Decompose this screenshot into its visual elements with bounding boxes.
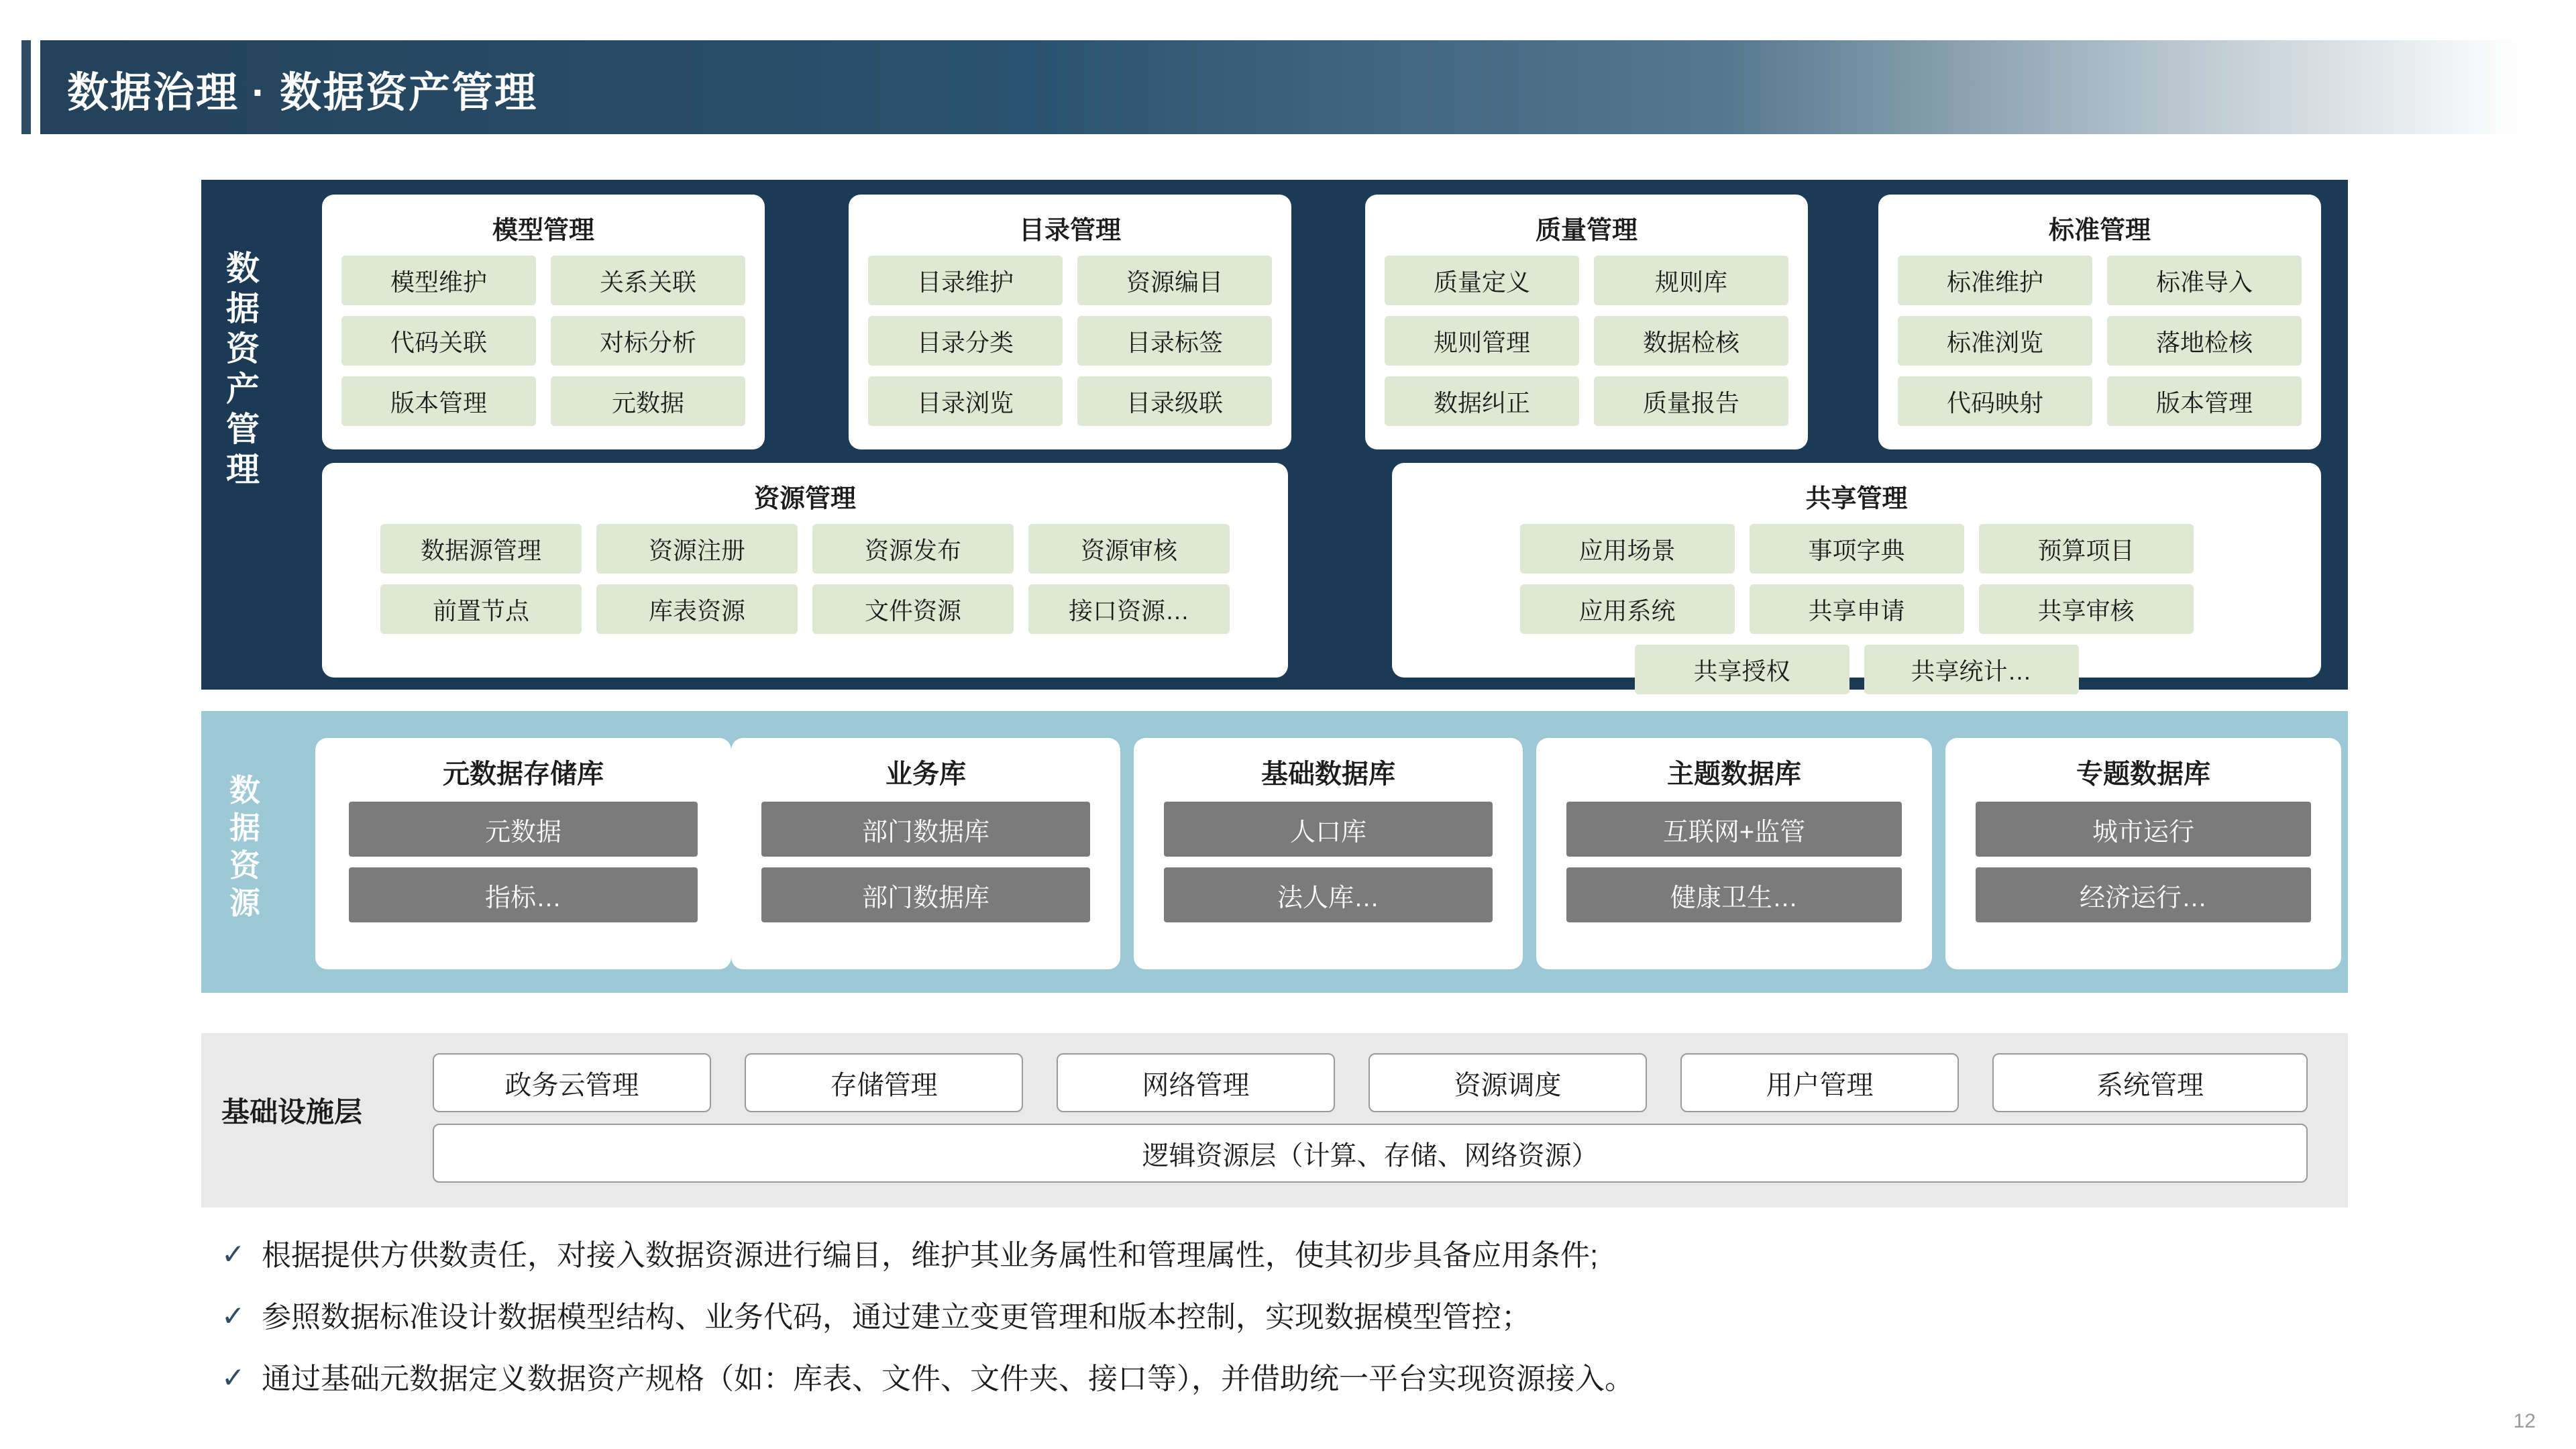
chip-item[interactable]: 应用场景 [1520,524,1735,574]
chip-item[interactable]: 目录维护 [868,256,1063,305]
page-header [0,40,2576,134]
chip-item[interactable]: 标准维护 [1898,256,2092,305]
chip-item[interactable]: 目录级联 [1077,376,1272,426]
bullet-text: 根据提供方供数责任，对接入数据资源进行编目，维护其业务属性和管理属性，使其初步具备应用条件; [262,1239,1599,1272]
chip-item[interactable]: 目录标签 [1077,316,1272,366]
check-icon: ✓ [221,1238,246,1270]
bullet-list [221,1238,2435,1423]
chip-item[interactable]: 共享审核 [1979,584,2194,634]
resource-section-side-label: 数据资源 [229,773,260,920]
res-chip-item[interactable]: 法人库… [1164,867,1493,922]
res-chip-item[interactable]: 经济运行… [1976,867,2311,922]
res-chip-item[interactable]: 部门数据库 [761,867,1090,922]
card-title: 模型管理 [492,217,594,245]
chip-item[interactable]: 落地检核 [2107,316,2302,366]
chip-item[interactable]: 共享统计… [1864,645,2079,694]
infrastructure-label: 基础设施层 [221,1096,363,1128]
res-card-business-db[interactable] [731,738,1120,969]
chip-item[interactable]: 关系关联 [551,256,745,305]
chip-item[interactable]: 事项字典 [1750,524,1964,574]
page-number: 12 [2513,1410,2536,1432]
chip-item[interactable]: 共享授权 [1635,645,1849,694]
res-card-title: 主题数据库 [1667,759,1801,789]
chip-item[interactable]: 接口资源… [1028,584,1230,634]
res-card-title: 元数据存储库 [443,759,604,789]
chip-item[interactable]: 质量定义 [1385,256,1579,305]
chip-grid [1878,256,2321,441]
chip-item[interactable]: 文件资源 [812,584,1014,634]
chip-item[interactable]: 资源审核 [1028,524,1230,574]
infra-chip-scheduling[interactable]: 资源调度 [1368,1053,1647,1112]
chip-item[interactable]: 对标分析 [551,316,745,366]
chip-item[interactable]: 目录分类 [868,316,1063,366]
chip-item[interactable]: 代码映射 [1898,376,2092,426]
chip-item[interactable]: 规则管理 [1385,316,1579,366]
card-quality-management[interactable] [1365,195,1808,449]
infra-logical-resource-layer[interactable]: 逻辑资源层（计算、存储、网络资源） [433,1124,2308,1183]
bullet-item [221,1299,2435,1336]
res-card-subject-db[interactable] [1536,738,1932,969]
chip-item[interactable]: 元数据 [551,376,745,426]
res-chip-item[interactable]: 健康卫生… [1566,867,1902,922]
bullet-text: 参照数据标准设计数据模型结构、业务代码，通过建立变更管理和版本控制，实现数据模型管控； [262,1301,1531,1334]
res-card-basic-db[interactable] [1134,738,1523,969]
chip-item[interactable]: 规则库 [1594,256,1788,305]
card-title: 质量管理 [1535,217,1638,245]
infra-chip-system[interactable]: 系统管理 [1992,1053,2308,1112]
card-share-management[interactable] [1392,463,2321,685]
res-chip-item[interactable]: 指标… [349,867,698,922]
chip-item[interactable]: 版本管理 [2107,376,2302,426]
res-card-thematic-db[interactable] [1945,738,2341,969]
chip-item[interactable]: 资源编目 [1077,256,1272,305]
chip-item[interactable]: 标准导入 [2107,256,2302,305]
chip-item[interactable]: 代码关联 [341,316,536,366]
res-chip-item[interactable]: 城市运行 [1976,802,2311,857]
chip-item[interactable]: 质量报告 [1594,376,1788,426]
infra-chip-network[interactable]: 网络管理 [1057,1053,1335,1112]
chip-item[interactable]: 资源发布 [812,524,1014,574]
bullet-item [221,1238,2435,1274]
infra-chip-storage[interactable]: 存储管理 [745,1053,1023,1112]
chip-item[interactable]: 前置节点 [380,584,582,634]
chip-grid [322,256,765,441]
bullet-text: 通过基础元数据定义数据资产规格（如：库表、文件、文件夹、接口等），并借助统一平台实现资源接入。 [262,1362,1634,1395]
chip-item[interactable]: 模型维护 [341,256,536,305]
chip-grid [1392,524,2321,709]
asset-section-side-label: 数据资产管理 [226,250,260,488]
card-resource-management[interactable] [322,463,1288,678]
chip-grid [322,524,1288,649]
chip-item[interactable]: 预算项目 [1979,524,2194,574]
res-card-title: 基础数据库 [1261,759,1395,789]
chip-item[interactable]: 版本管理 [341,376,536,426]
card-title: 目录管理 [1018,217,1121,245]
res-chip-item[interactable]: 互联网+监管 [1566,802,1902,857]
chip-grid [1365,256,1808,441]
header-gradient-bar [40,40,2522,134]
card-title: 资源管理 [753,485,856,513]
res-chip-item[interactable]: 部门数据库 [761,802,1090,857]
card-model-management[interactable] [322,195,765,449]
infra-chip-user[interactable]: 用户管理 [1680,1053,1959,1112]
chip-item[interactable]: 库表资源 [596,584,798,634]
chip-grid [849,256,1291,441]
header-accent-bar [21,40,31,134]
card-title: 共享管理 [1805,485,1908,513]
chip-item[interactable]: 目录浏览 [868,376,1063,426]
check-icon: ✓ [221,1300,246,1332]
res-card-metadata-store[interactable] [315,738,731,969]
infra-chip-gov-cloud[interactable]: 政务云管理 [433,1053,711,1112]
chip-item[interactable]: 标准浏览 [1898,316,2092,366]
bullet-item [221,1361,2435,1397]
card-standard-management[interactable] [1878,195,2321,449]
chip-item[interactable]: 资源注册 [596,524,798,574]
page-title: 数据治理 · 数据资产管理 [67,70,538,116]
res-chip-item[interactable]: 元数据 [349,802,698,857]
res-card-title: 业务库 [885,759,966,789]
chip-item[interactable]: 共享申请 [1750,584,1964,634]
card-catalog-management[interactable] [849,195,1291,449]
res-card-title: 专题数据库 [2076,759,2210,789]
chip-item[interactable]: 数据纠正 [1385,376,1579,426]
res-chip-item[interactable]: 人口库 [1164,802,1493,857]
chip-item[interactable]: 数据检核 [1594,316,1788,366]
check-icon: ✓ [221,1362,246,1393]
card-title: 标准管理 [2048,217,2151,245]
chip-item[interactable]: 数据源管理 [380,524,582,574]
chip-item[interactable]: 应用系统 [1520,584,1735,634]
